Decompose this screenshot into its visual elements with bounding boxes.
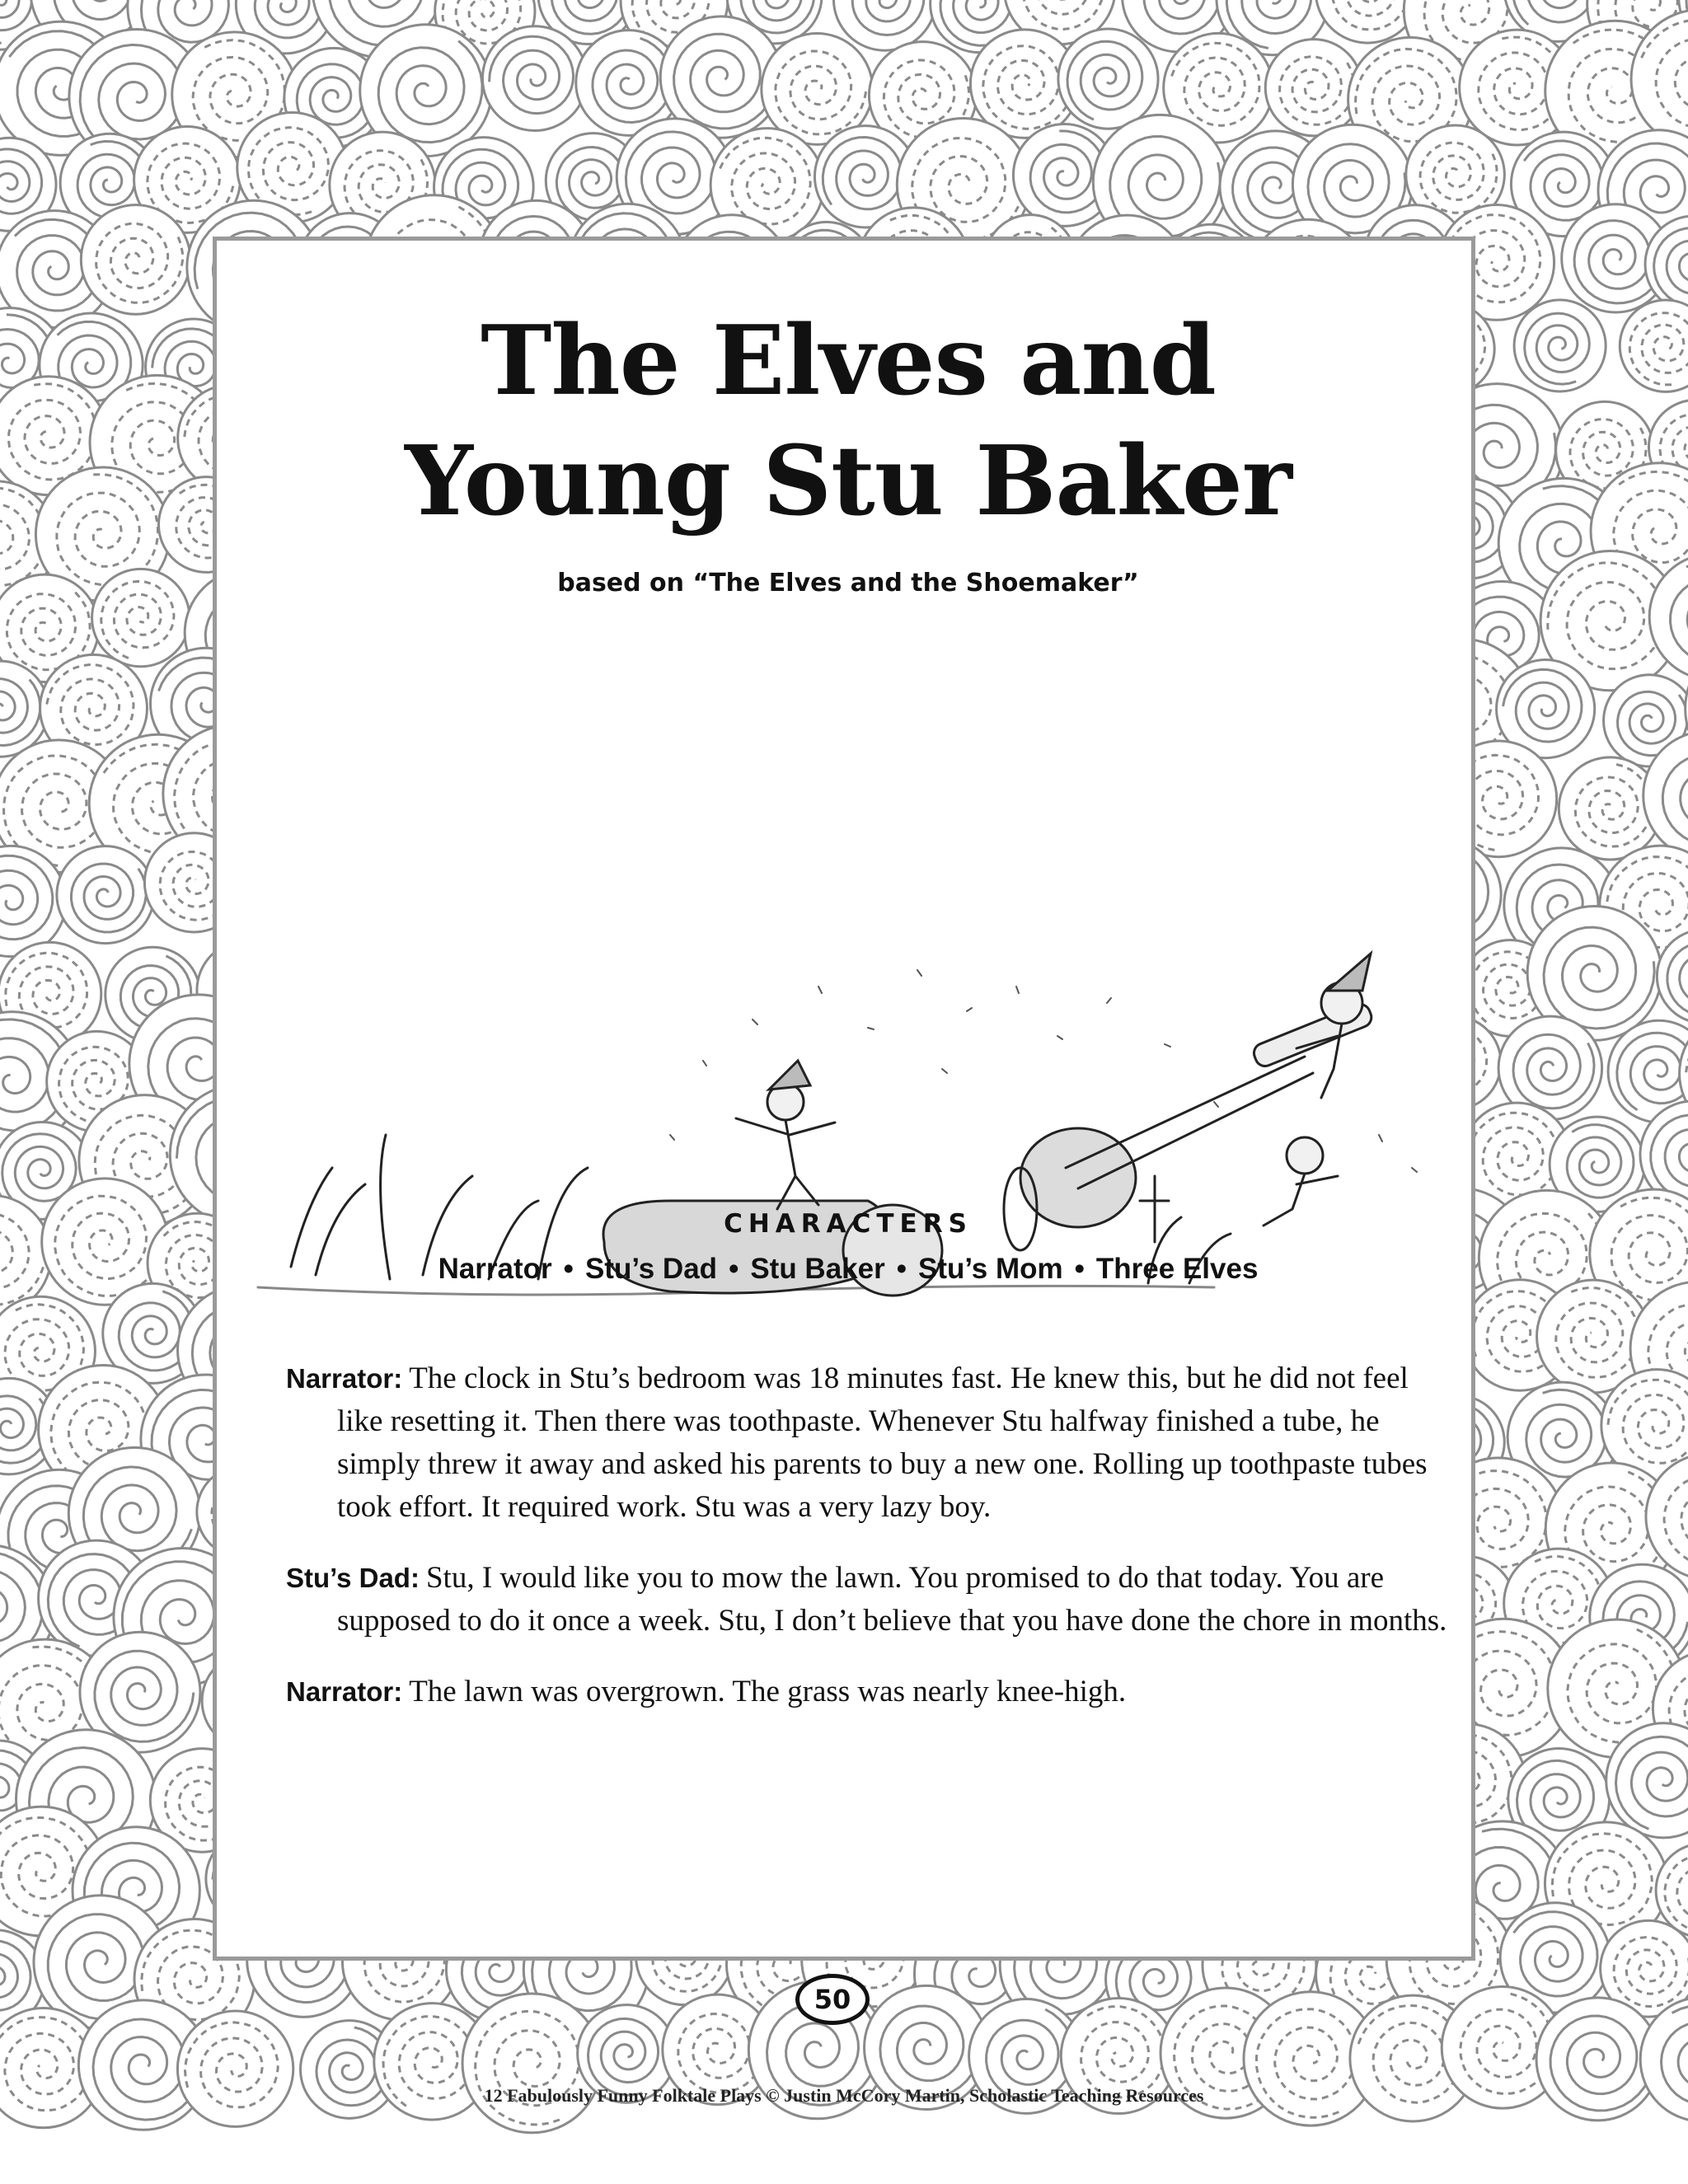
line-text: The lawn was overgrown. The grass was nearly knee-high.	[409, 1675, 1127, 1708]
title-line-1: The Elves and	[481, 305, 1216, 417]
bullet-separator: •	[896, 1253, 907, 1285]
swirl-circle	[81, 205, 190, 315]
speaker-label: Narrator:	[286, 1363, 403, 1394]
content-panel	[213, 237, 1475, 1961]
footer-copyright: 12 Fabulously Funny Folktale Plays © Justin McCory Martin, Scholastic Teaching Resources	[484, 2085, 1204, 2106]
character-name: Stu’s Mom	[918, 1253, 1063, 1285]
line-text: Stu, I would like you to mow the lawn. You promised to do that today. You are supposed to do it once a week. Stu, I don’t believe that you have done the chore in months.	[337, 1561, 1447, 1638]
swirl-circle	[482, 26, 587, 131]
character-name: Narrator	[438, 1253, 552, 1285]
character-name: Stu Baker	[750, 1253, 885, 1285]
characters-list	[217, 1253, 1479, 1286]
script-body	[286, 1357, 1456, 1741]
speaker-label: Stu’s Dad:	[286, 1563, 420, 1593]
swirl-circle	[177, 2011, 293, 2126]
title-line-2: Young Stu Baker	[405, 425, 1292, 537]
character-name: Three Elves	[1095, 1253, 1259, 1285]
character-name: Stu’s Dad	[584, 1253, 718, 1285]
line-text: The clock in Stu’s bedroom was 18 minutes fast. He knew this, but he did not feel like resetting it. Then there was toothpaste. Whenever Stu halfway finished a tube, he simply threw it away and asked his parents to buy a new one. Rolling up toothpaste tubes took effort. It required work. Stu was a very lazy boy.	[337, 1361, 1428, 1524]
bullet-separator: •	[729, 1253, 739, 1285]
bullet-separator: •	[563, 1253, 574, 1285]
subtitle: based on “The Elves and the Shoemaker”	[557, 569, 1139, 598]
script-line	[286, 1557, 1456, 1643]
bullet-separator: •	[1074, 1253, 1085, 1285]
script-line	[286, 1671, 1456, 1713]
page-number: 50	[795, 1974, 870, 2025]
script-line	[286, 1357, 1456, 1529]
characters-heading: CHARACTERS	[724, 1209, 973, 1239]
speaker-label: Narrator:	[286, 1676, 403, 1707]
